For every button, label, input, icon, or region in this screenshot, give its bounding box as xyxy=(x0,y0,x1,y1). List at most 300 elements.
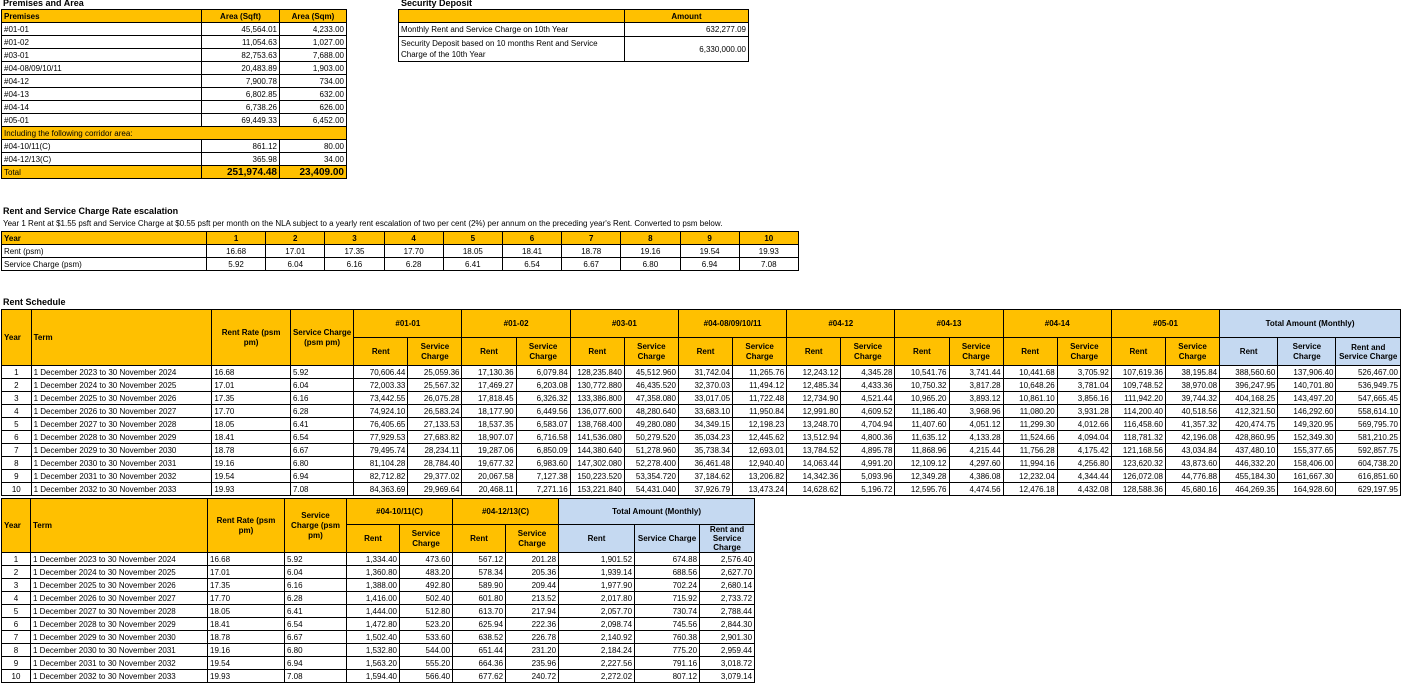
schedule-row xyxy=(2,366,1401,379)
total-rent-and-service-header: Rent and Service Charge xyxy=(1336,338,1401,366)
rent-sub-header: Rent xyxy=(453,525,506,553)
premises-id: #04-13 xyxy=(2,88,202,101)
amount-cell: 27,683.82 xyxy=(408,431,462,444)
amount-cell: 483.20 xyxy=(400,566,453,579)
schedule-row xyxy=(2,392,1401,405)
amount-cell: 4,386.08 xyxy=(949,470,1003,483)
amount-cell: 144,380.640 xyxy=(570,444,624,457)
schedule-row xyxy=(2,457,1401,470)
rent-sub-header: Rent xyxy=(347,525,400,553)
amount-cell: 6,850.09 xyxy=(516,444,570,457)
amount-cell: 566.40 xyxy=(400,670,453,683)
amount-cell: 45,680.16 xyxy=(1165,483,1219,496)
amount-cell: 14,628.62 xyxy=(787,483,841,496)
amount-cell: 109,748.52 xyxy=(1111,379,1165,392)
amount-cell: 14,063.44 xyxy=(787,457,841,470)
premises-id: #04-12/13(C) xyxy=(2,153,202,166)
amount-cell: 4,474.56 xyxy=(949,483,1003,496)
amount-cell: 629,197.95 xyxy=(1336,483,1401,496)
year-number: 5 xyxy=(2,418,32,431)
amount-cell: 11,635.12 xyxy=(895,431,949,444)
amount-cell: 161,667.30 xyxy=(1278,470,1336,483)
amount-cell: 412,321.50 xyxy=(1220,405,1278,418)
schedule-row xyxy=(2,553,755,566)
year-number: 7 xyxy=(2,444,32,457)
amount-cell: 13,248.70 xyxy=(787,418,841,431)
amount-cell: 43,873.60 xyxy=(1165,457,1219,470)
amount-cell: 12,476.18 xyxy=(1003,483,1057,496)
term: 1 December 2032 to 30 November 2033 xyxy=(31,483,212,496)
amount-cell: 222.36 xyxy=(506,618,559,631)
amount-cell: 158,406.00 xyxy=(1278,457,1336,470)
amount-cell: 10,648.26 xyxy=(1003,379,1057,392)
amount-cell: 147,302.080 xyxy=(570,457,624,470)
service-charge-rate: 6.94 xyxy=(285,657,347,670)
amount-cell: 32,370.03 xyxy=(678,379,732,392)
schedule-row xyxy=(2,444,1401,457)
amount-cell: 28,234.11 xyxy=(408,444,462,457)
amount-cell: 28,784.40 xyxy=(408,457,462,470)
premises-row xyxy=(2,36,347,49)
service-charge-rate: 6.04 xyxy=(285,566,347,579)
rent-psm-value: 17.35 xyxy=(325,245,384,258)
amount-cell: 526,467.00 xyxy=(1336,366,1401,379)
service-charge-rate: 6.28 xyxy=(290,405,353,418)
amount-cell: 13,473.24 xyxy=(733,483,787,496)
amount-cell: 4,521.44 xyxy=(841,392,895,405)
amount-cell: 1,388.00 xyxy=(347,579,400,592)
amount-cell: 544.00 xyxy=(400,644,453,657)
amount-cell: 4,344.44 xyxy=(1057,470,1111,483)
amount-cell: 128,588.36 xyxy=(1111,483,1165,496)
amount-cell: 677.62 xyxy=(453,670,506,683)
amount-cell: 47,358.080 xyxy=(624,392,678,405)
amount-cell: 12,198.23 xyxy=(733,418,787,431)
amount-cell: 446,332.20 xyxy=(1220,457,1278,470)
amount-cell: 82,712.82 xyxy=(354,470,408,483)
amount-cell: 11,722.48 xyxy=(733,392,787,405)
amount-cell: 5,196.72 xyxy=(841,483,895,496)
area-sqm: 734.00 xyxy=(280,75,347,88)
total-service-charge-sub-header: Service Charge xyxy=(1278,338,1336,366)
deposit-title: Security Deposit xyxy=(401,0,473,8)
year-number: 6 xyxy=(2,431,32,444)
amount-cell: 31,742.04 xyxy=(678,366,732,379)
rent-psm-value: 19.93 xyxy=(739,245,798,258)
amount-cell: 49,280.080 xyxy=(624,418,678,431)
amount-cell: 149,320.95 xyxy=(1278,418,1336,431)
rent-sub-header: Rent xyxy=(462,338,516,366)
premises-id: #04-12 xyxy=(2,75,202,88)
premises-id: #04-14 xyxy=(2,101,202,114)
amount-cell: 2,733.72 xyxy=(700,592,755,605)
amount-cell: 715.92 xyxy=(635,592,700,605)
amount-cell: 205.36 xyxy=(506,566,559,579)
amount-cell: 638.52 xyxy=(453,631,506,644)
term: 1 December 2030 to 30 November 2031 xyxy=(31,644,208,657)
rent-rate: 19.16 xyxy=(212,457,291,470)
deposit-row-label: Monthly Rent and Service Charge on 10th Year xyxy=(399,23,625,37)
area-sqft: 861.12 xyxy=(202,140,280,153)
amount-cell: 126,072.08 xyxy=(1111,470,1165,483)
premises-id: #04-08/09/10/11 xyxy=(2,62,202,75)
amount-cell: 4,215.44 xyxy=(949,444,1003,457)
rent-rate: 17.70 xyxy=(208,592,285,605)
service-charge-sub-header: Service Charge xyxy=(841,338,895,366)
schedule-row xyxy=(2,579,755,592)
service-charge-psm-value: 6.28 xyxy=(384,258,443,271)
service-charge-rate: 7.08 xyxy=(285,670,347,683)
amount-cell: 4,256.80 xyxy=(1057,457,1111,470)
amount-cell: 18,907.07 xyxy=(462,431,516,444)
rent-sub-header: Rent xyxy=(895,338,949,366)
amount-cell: 17,130.36 xyxy=(462,366,516,379)
amount-cell: 1,360.80 xyxy=(347,566,400,579)
premises-row xyxy=(2,88,347,101)
service-charge-psm-value: 5.92 xyxy=(207,258,266,271)
amount-cell: 25,059.36 xyxy=(408,366,462,379)
amount-cell: 502.40 xyxy=(400,592,453,605)
term: 1 December 2029 to 30 November 2030 xyxy=(31,631,208,644)
amount-cell: 217.94 xyxy=(506,605,559,618)
area-sqm: 7,688.00 xyxy=(280,49,347,62)
amount-cell: 3,018.72 xyxy=(700,657,755,670)
amount-cell: 6,079.84 xyxy=(516,366,570,379)
amount-cell: 20,468.11 xyxy=(462,483,516,496)
amount-cell: 1,334.40 xyxy=(347,553,400,566)
term: 1 December 2024 to 30 November 2025 xyxy=(31,566,208,579)
rent-rate-col-header: Rent Rate (psm pm) xyxy=(212,310,291,366)
rent-rate: 17.70 xyxy=(212,405,291,418)
amount-cell: 2,098.74 xyxy=(559,618,635,631)
amount-cell: 745.56 xyxy=(635,618,700,631)
service-charge-rate: 6.41 xyxy=(290,418,353,431)
amount-cell: 6,583.07 xyxy=(516,418,570,431)
amount-cell: 807.12 xyxy=(635,670,700,683)
term: 1 December 2026 to 30 November 2027 xyxy=(31,592,208,605)
year-number: 2 xyxy=(2,566,31,579)
premises-title: Premises and Area xyxy=(3,0,84,8)
rent-rate: 19.16 xyxy=(208,644,285,657)
term: 1 December 2027 to 30 November 2028 xyxy=(31,605,208,618)
unit-col-header: #04-12/13(C) xyxy=(453,499,559,525)
amount-cell: 2,017.80 xyxy=(559,592,635,605)
amount-cell: 1,416.00 xyxy=(347,592,400,605)
area-sqft: 69,449.33 xyxy=(202,114,280,127)
amount-cell: 121,168.56 xyxy=(1111,444,1165,457)
amount-cell: 130,772.880 xyxy=(570,379,624,392)
year-number: 7 xyxy=(2,631,31,644)
term: 1 December 2025 to 30 November 2026 xyxy=(31,579,208,592)
service-charge-psm-value: 6.04 xyxy=(266,258,325,271)
amount-cell: 76,405.65 xyxy=(354,418,408,431)
amount-cell: 4,432.08 xyxy=(1057,483,1111,496)
amount-cell: 36,461.48 xyxy=(678,457,732,470)
amount-cell: 73,442.55 xyxy=(354,392,408,405)
amount-cell: 674.88 xyxy=(635,553,700,566)
amount-cell: 2,788.44 xyxy=(700,605,755,618)
amount-cell: 10,965.20 xyxy=(895,392,949,405)
year-number: 3 xyxy=(325,232,384,245)
term: 1 December 2025 to 30 November 2026 xyxy=(31,392,212,405)
year-number: 10 xyxy=(2,483,32,496)
service-charge-rate: 6.28 xyxy=(285,592,347,605)
amount-cell: 11,494.12 xyxy=(733,379,787,392)
total-label: Total xyxy=(2,166,202,179)
service-charge-psm-value: 6.16 xyxy=(325,258,384,271)
amount-cell: 455,184.30 xyxy=(1220,470,1278,483)
amount-cell: 601.80 xyxy=(453,592,506,605)
amount-cell: 404,168.25 xyxy=(1220,392,1278,405)
premises-id: #04-10/11(C) xyxy=(2,140,202,153)
premises-row xyxy=(2,101,347,114)
amount-cell: 4,704.94 xyxy=(841,418,895,431)
amount-cell: 29,377.02 xyxy=(408,470,462,483)
area-sqft: 6,802.85 xyxy=(202,88,280,101)
amount-cell: 2,901.30 xyxy=(700,631,755,644)
premises-row xyxy=(2,114,347,127)
amount-cell: 625.94 xyxy=(453,618,506,631)
total-amount-header: Total Amount (Monthly) xyxy=(559,499,755,525)
amount-cell: 128,235.840 xyxy=(570,366,624,379)
year-number: 1 xyxy=(2,366,32,379)
rent-rate: 19.93 xyxy=(208,670,285,683)
rent-rate: 16.68 xyxy=(208,553,285,566)
total-service-charge-sub-header: Service Charge xyxy=(635,525,700,553)
amount-cell: 11,186.40 xyxy=(895,405,949,418)
amount-cell: 4,433.36 xyxy=(841,379,895,392)
rent-psm-value: 19.16 xyxy=(621,245,680,258)
term: 1 December 2030 to 30 November 2031 xyxy=(31,457,212,470)
schedule-row xyxy=(2,618,755,631)
amount-cell: 1,563.20 xyxy=(347,657,400,670)
year-number: 10 xyxy=(739,232,798,245)
amount-cell: 72,003.33 xyxy=(354,379,408,392)
amount-cell: 77,929.53 xyxy=(354,431,408,444)
amount-cell: 1,939.14 xyxy=(559,566,635,579)
amount-cell: 26,583.24 xyxy=(408,405,462,418)
service-charge-rate-col-header: Service Charge (psm pm) xyxy=(290,310,353,366)
amount-cell: 201.28 xyxy=(506,553,559,566)
amount-cell: 1,977.90 xyxy=(559,579,635,592)
year-number: 2 xyxy=(2,379,32,392)
amount-cell: 2,140.92 xyxy=(559,631,635,644)
area-sqm: 632.00 xyxy=(280,88,347,101)
service-charge-sub-header: Service Charge xyxy=(1057,338,1111,366)
amount-cell: 13,206.82 xyxy=(733,470,787,483)
amount-cell: 12,940.40 xyxy=(733,457,787,470)
amount-cell: 40,518.56 xyxy=(1165,405,1219,418)
rent-sub-header: Rent xyxy=(678,338,732,366)
rent-sub-header: Rent xyxy=(1111,338,1165,366)
amount-cell: 688.56 xyxy=(635,566,700,579)
amount-cell: 3,705.92 xyxy=(1057,366,1111,379)
amount-cell: 4,800.36 xyxy=(841,431,895,444)
term: 1 December 2027 to 30 November 2028 xyxy=(31,418,212,431)
term: 1 December 2028 to 30 November 2029 xyxy=(31,431,212,444)
amount-cell: 18,177.90 xyxy=(462,405,516,418)
premises-row xyxy=(2,49,347,62)
premises-table xyxy=(1,9,347,179)
amount-cell: 616,851.60 xyxy=(1336,470,1401,483)
schedule-row xyxy=(2,670,755,683)
area-sqm: 4,233.00 xyxy=(280,23,347,36)
premises-row xyxy=(2,23,347,36)
term-col-header: Term xyxy=(31,310,212,366)
term: 1 December 2029 to 30 November 2030 xyxy=(31,444,212,457)
year-number: 3 xyxy=(2,392,32,405)
area-sqft: 82,753.63 xyxy=(202,49,280,62)
year-number: 5 xyxy=(443,232,502,245)
service-charge-rate: 6.41 xyxy=(285,605,347,618)
amount-cell: 35,034.23 xyxy=(678,431,732,444)
rent-rate: 17.35 xyxy=(208,579,285,592)
amount-cell: 11,868.96 xyxy=(895,444,949,457)
amount-cell: 37,926.79 xyxy=(678,483,732,496)
area-sqft: 6,738.26 xyxy=(202,101,280,114)
term: 1 December 2026 to 30 November 2027 xyxy=(31,405,212,418)
service-charge-rate: 6.67 xyxy=(290,444,353,457)
amount-cell: 231.20 xyxy=(506,644,559,657)
year-number: 2 xyxy=(266,232,325,245)
amount-cell: 420,474.75 xyxy=(1220,418,1278,431)
unit-col-header: #03-01 xyxy=(570,310,678,338)
year-number: 9 xyxy=(2,657,31,670)
amount-cell: 84,363.69 xyxy=(354,483,408,496)
year-number: 10 xyxy=(2,670,31,683)
amount-cell: 473.60 xyxy=(400,553,453,566)
unit-col-header: #05-01 xyxy=(1111,310,1219,338)
rent-rate: 18.41 xyxy=(208,618,285,631)
amount-cell: 4,175.42 xyxy=(1057,444,1111,457)
amount-cell: 19,287.06 xyxy=(462,444,516,457)
area-sqft-col-header: Area (Sqft) xyxy=(202,10,280,23)
rent-sub-header: Rent xyxy=(1003,338,1057,366)
unit-col-header: #04-12 xyxy=(787,310,895,338)
premises-id: #01-01 xyxy=(2,23,202,36)
amount-cell: 533.60 xyxy=(400,631,453,644)
amount-cell: 536,949.75 xyxy=(1336,379,1401,392)
amount-cell: 388,560.60 xyxy=(1220,366,1278,379)
amount-cell: 81,104.28 xyxy=(354,457,408,470)
amount-cell: 54,431.040 xyxy=(624,483,678,496)
service-charge-rate: 7.08 xyxy=(290,483,353,496)
amount-cell: 12,693.01 xyxy=(733,444,787,457)
amount-cell: 7,127.38 xyxy=(516,470,570,483)
amount-cell: 19,677.32 xyxy=(462,457,516,470)
year-number: 8 xyxy=(621,232,680,245)
amount-cell: 558,614.10 xyxy=(1336,405,1401,418)
amount-cell: 578.34 xyxy=(453,566,506,579)
service-charge-rate: 6.16 xyxy=(290,392,353,405)
amount-cell: 2,227.56 xyxy=(559,657,635,670)
amount-cell: 6,449.56 xyxy=(516,405,570,418)
rent-rate: 16.68 xyxy=(212,366,291,379)
unit-col-header: #04-14 xyxy=(1003,310,1111,338)
amount-cell: 702.24 xyxy=(635,579,700,592)
total-rent-and-service-header: Rent and Service Charge xyxy=(700,525,755,553)
year-number: 9 xyxy=(680,232,739,245)
amount-cell: 25,567.32 xyxy=(408,379,462,392)
amount-cell: 760.38 xyxy=(635,631,700,644)
amount-cell: 43,034.84 xyxy=(1165,444,1219,457)
amount-cell: 116,458.60 xyxy=(1111,418,1165,431)
amount-cell: 18,537.35 xyxy=(462,418,516,431)
amount-cell: 3,079.14 xyxy=(700,670,755,683)
amount-cell: 10,541.76 xyxy=(895,366,949,379)
amount-cell: 592,857.75 xyxy=(1336,444,1401,457)
year-number: 6 xyxy=(502,232,561,245)
amount-cell: 10,861.10 xyxy=(1003,392,1057,405)
deposit-row-label: Security Deposit based on 10 months Rent and Service Charge of the 10th Year xyxy=(399,37,625,62)
amount-cell: 39,744.32 xyxy=(1165,392,1219,405)
unit-col-header: #01-02 xyxy=(462,310,570,338)
rent-schedule-table xyxy=(1,309,1401,496)
amount-cell: 235.96 xyxy=(506,657,559,670)
amount-cell: 604,738.20 xyxy=(1336,457,1401,470)
amount-cell: 492.80 xyxy=(400,579,453,592)
rent-psm-value: 19.54 xyxy=(680,245,739,258)
service-charge-rate: 6.16 xyxy=(285,579,347,592)
amount-cell: 17,469.27 xyxy=(462,379,516,392)
rent-psm-value: 18.78 xyxy=(562,245,621,258)
rent-rate: 19.54 xyxy=(212,470,291,483)
amount-cell: 14,342.36 xyxy=(787,470,841,483)
year-col-header: Year xyxy=(2,310,32,366)
amount-cell: 1,594.40 xyxy=(347,670,400,683)
rent-psm-value: 17.70 xyxy=(384,245,443,258)
amount-cell: 10,750.32 xyxy=(895,379,949,392)
area-sqm: 80.00 xyxy=(280,140,347,153)
amount-cell: 12,485.34 xyxy=(787,379,841,392)
service-charge-rate: 6.04 xyxy=(290,379,353,392)
amount-cell: 11,407.60 xyxy=(895,418,949,431)
year-col-header: Year xyxy=(2,499,31,553)
amount-cell: 6,716.58 xyxy=(516,431,570,444)
rent-psm-value: 18.05 xyxy=(443,245,502,258)
amount-cell: 226.78 xyxy=(506,631,559,644)
deposit-row-value: 6,330,000.00 xyxy=(625,37,749,62)
amount-cell: 1,472.80 xyxy=(347,618,400,631)
amount-cell: 46,435.520 xyxy=(624,379,678,392)
premises-header-row xyxy=(2,10,347,23)
total-sqm: 23,409.00 xyxy=(280,166,347,179)
amount-cell: 730.74 xyxy=(635,605,700,618)
service-charge-sub-header: Service Charge xyxy=(949,338,1003,366)
amount-cell: 33,017.05 xyxy=(678,392,732,405)
amount-cell: 111,942.20 xyxy=(1111,392,1165,405)
amount-cell: 11,299.30 xyxy=(1003,418,1057,431)
amount-cell: 140,701.80 xyxy=(1278,379,1336,392)
amount-cell: 11,950.84 xyxy=(733,405,787,418)
amount-col-header: Amount xyxy=(625,10,749,23)
premises-id: #03-01 xyxy=(2,49,202,62)
amount-cell: 581,210.25 xyxy=(1336,431,1401,444)
rent-rate: 17.35 xyxy=(212,392,291,405)
rent-psm-value: 18.41 xyxy=(502,245,561,258)
year-number: 8 xyxy=(2,457,32,470)
rent-rate: 19.54 xyxy=(208,657,285,670)
amount-cell: 2,844.30 xyxy=(700,618,755,631)
amount-cell: 35,738.34 xyxy=(678,444,732,457)
schedule-row xyxy=(2,592,755,605)
amount-cell: 155,377.65 xyxy=(1278,444,1336,457)
unit-col-header: #04-08/09/10/11 xyxy=(678,310,786,338)
amount-cell: 547,665.45 xyxy=(1336,392,1401,405)
amount-cell: 12,109.12 xyxy=(895,457,949,470)
amount-cell: 209.44 xyxy=(506,579,559,592)
amount-cell: 396,247.95 xyxy=(1220,379,1278,392)
